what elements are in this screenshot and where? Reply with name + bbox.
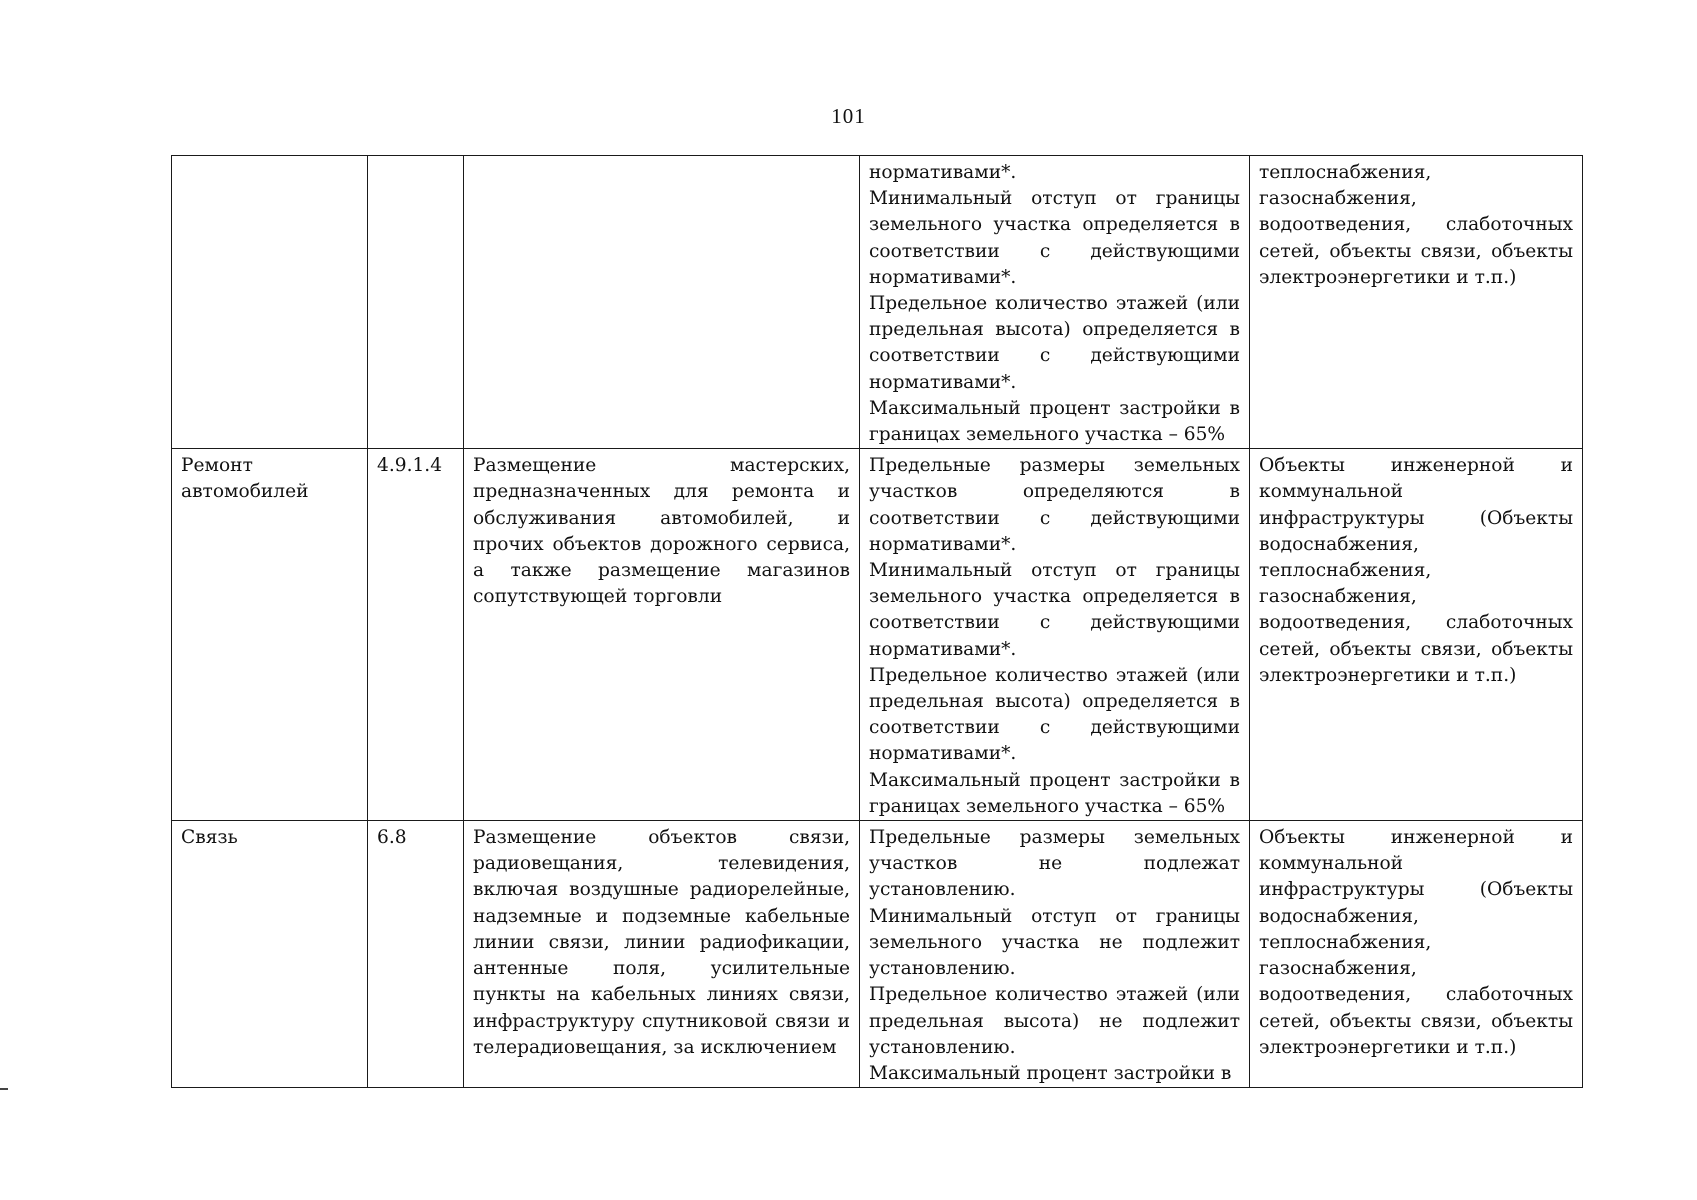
- parameter-paragraph: Максимальный процент застройки в границах земельного участка – 65%: [869, 769, 1240, 817]
- use-type-name: Связь: [181, 827, 238, 849]
- infrastructure-cell: [1250, 821, 1583, 1088]
- use-type-name: Ремонт автомобилей: [181, 455, 309, 503]
- parameter-paragraph: нормативами*.: [869, 162, 1017, 183]
- use-type-code: 6.8: [377, 827, 407, 849]
- use-type-name-cell: [172, 449, 368, 821]
- parameter-paragraph: Предельные размеры земельных участков определяются в соответствии с действующими нормативами*.: [869, 455, 1240, 555]
- use-type-code: 4.9.1.4: [377, 455, 443, 477]
- parameter-paragraph: Предельное количество этажей (или предельная высота) не подлежит установлению.: [869, 984, 1240, 1058]
- infrastructure-cell: [1250, 449, 1583, 821]
- infrastructure-paragraph: Объекты инженерной и коммунальной инфраструктуры (Объекты водоснабжения,: [1259, 827, 1573, 927]
- infrastructure-cell: [1250, 156, 1583, 449]
- scan-edge-mark: [0, 1088, 8, 1090]
- use-type-name-cell: [172, 821, 368, 1088]
- parameters-cell: [860, 449, 1250, 821]
- page-number: 101: [831, 104, 866, 128]
- parameter-paragraph: Максимальный процент застройки в: [869, 1062, 1232, 1084]
- infrastructure-paragraph: Объекты инженерной и коммунальной инфраструктуры (Объекты водоснабжения,: [1259, 455, 1573, 555]
- parameter-paragraph: Предельные размеры земельных участков не подлежат установлению.: [869, 827, 1240, 901]
- description-paragraph: Размещение мастерских, предназначенных для ремонта и обслуживания автомобилей, и прочих объектов дорожного сервиса, а также размещение магазинов сопутствующей торговли: [473, 455, 850, 608]
- use-type-code-cell: [368, 449, 464, 821]
- infrastructure-paragraph: газоснабжения, водоотведения, слаботочных сетей, объекты связи, объекты электроэнергетики и т.п.): [1259, 958, 1573, 1058]
- use-type-code-cell: [368, 156, 464, 449]
- infrastructure-paragraph: теплоснабжения,: [1259, 162, 1432, 183]
- infrastructure-paragraph: теплоснабжения,: [1259, 931, 1432, 953]
- use-description-cell: [464, 156, 860, 449]
- parameter-paragraph: Минимальный отступ от границы земельного участка определяется в соответствии с действующими нормативами*.: [869, 560, 1240, 660]
- parameter-paragraph: Предельное количество этажей (или предельная высота) определяется в соответствии с действующими нормативами*.: [869, 293, 1240, 393]
- zoning-regulations-table: [171, 155, 1583, 1088]
- use-type-code-cell: [368, 821, 464, 1088]
- table-row: [172, 156, 1583, 449]
- use-description-cell: [464, 449, 860, 821]
- table-row: [172, 449, 1583, 821]
- infrastructure-paragraph: теплоснабжения,: [1259, 560, 1432, 582]
- parameter-paragraph: Предельное количество этажей (или предельная высота) определяется в соответствии с действующими нормативами*.: [869, 664, 1240, 765]
- use-type-name-cell: [172, 156, 368, 449]
- parameters-cell: [860, 821, 1250, 1088]
- table-row: [172, 821, 1583, 1088]
- parameter-paragraph: Минимальный отступ от границы земельного участка определяется в соответствии с действующими нормативами*.: [869, 188, 1240, 288]
- parameter-paragraph: Минимальный отступ от границы земельного участка не подлежит установлению.: [869, 905, 1240, 980]
- infrastructure-paragraph: газоснабжения, водоотведения, слаботочных сетей, объекты связи, объекты электроэнергетики и т.п.): [1259, 188, 1573, 288]
- parameter-paragraph: Максимальный процент застройки в границах земельного участка – 65%: [869, 397, 1240, 446]
- parameters-cell: [860, 156, 1250, 449]
- description-paragraph: Размещение объектов связи, радиовещания, телевидения, включая воздушные радиорелейные, надземные и подземные кабельные линии связи, линии радиофикации, антенные поля, усилительные пункты на кабельных линиях связи, инфраструктуру спутниковой связи и телерадиовещания, за исключением: [473, 827, 850, 1058]
- infrastructure-paragraph: газоснабжения, водоотведения, слаботочных сетей, объекты связи, объекты электроэнергетики и т.п.): [1259, 586, 1573, 686]
- use-description-cell: [464, 821, 860, 1088]
